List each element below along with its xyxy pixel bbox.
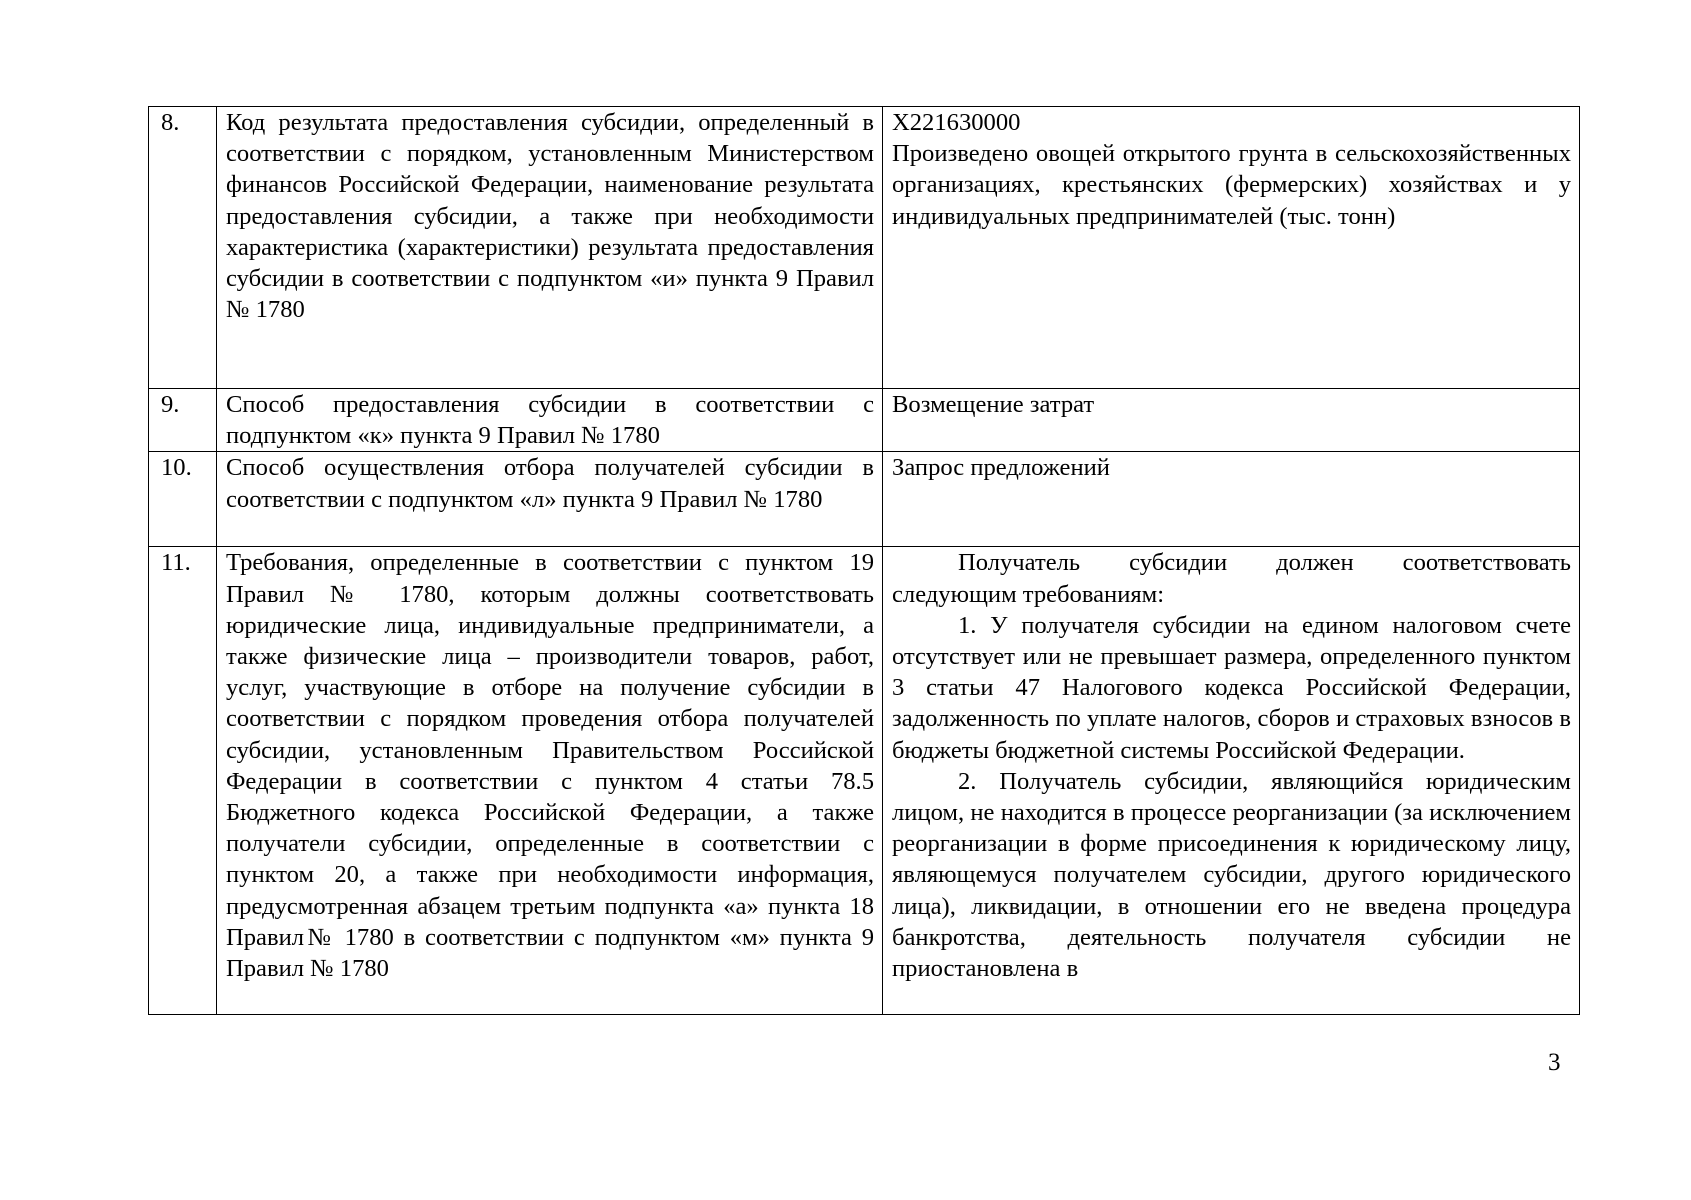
table-row	[149, 547, 1580, 1015]
row-number: 10.	[149, 452, 217, 547]
row-description: Способ осуществления отбора получателей субсидии в соответствии с подпунктом «л» пункта 9 Правил № 1780	[217, 452, 883, 547]
row-value	[883, 547, 1580, 1015]
row-description: Код результата предоставления субсидии, определенный в соответствии с порядком, установленным Министерством финансов Российской Федерации, наименование результата предоставления субсидии, а также при необходимости характеристика (характеристики) результата предоставления субсидии в соответствии с подпунктом «и» пункта 9 Правил № 1780	[217, 107, 883, 389]
row-value	[883, 107, 1580, 389]
table-row	[149, 389, 1580, 452]
row-number: 11.	[149, 547, 217, 1015]
row-value: Запрос предложений	[883, 452, 1580, 547]
row-description: Способ предоставления субсидии в соответствии с подпунктом «к» пункта 9 Правил № 1780	[217, 389, 883, 452]
table-row	[149, 107, 1580, 389]
table-row	[149, 452, 1580, 547]
row-number: 9.	[149, 389, 217, 452]
row-description: Требования, определенные в соответствии с пунктом 19 Правил № 1780, которым должны соответствовать юридические лица, индивидуальные предприниматели, а также физические лица – производители товаров, работ, услуг, участвующие в отборе на получение субсидии в соответствии с порядком проведения отбора получателей субсидии, установленным Правительством Российской Федерации в соответствии с пунктом 4 статьи 78.5 Бюджетного кодекса Российской Федерации, а также получатели субсидии, определенные в соответствии с пунктом 20, а также при необходимости информация, предусмотренная абзацем третьим подпункта «а» пункта 18 Правил№ 1780 в соответствии с подпунктом «м» пункта 9 Правил № 1780	[217, 547, 883, 1015]
requirements-intro: Получатель субсидии должен соответствовать следующим требованиям:	[892, 549, 1571, 608]
requirement-item: 2. Получатель субсидии, являющийся юридическим лицом, не находится в процессе реорганизации (за исключением реорганизации в форме присоединения к юридическому лицу, являющемуся получателем субсидии, другого юридического лица), ликвидации, в отношении его не введена процедура банкротства, деятельность получателя субсидии не приостановлена в	[892, 767, 1571, 983]
result-name: Произведено овощей открытого грунта в сельскохозяйственных организациях, крестьянских (фермерских) хозяйствах и у индивидуальных предпринимателей (тыс. тонн)	[892, 140, 1571, 230]
row-number: 8.	[149, 107, 217, 389]
row-value: Возмещение затрат	[883, 389, 1580, 452]
result-code: X221630000	[892, 109, 1021, 136]
page-number: 3	[1548, 1049, 1561, 1076]
subsidy-parameters-table	[148, 106, 1580, 1015]
requirement-item: 1. У получателя субсидии на едином налоговом счете отсутствует или не превышает размера, определенного пунктом 3 статьи 47 Налогового кодекса Российской Федерации, задолженность по уплате налогов, сборов и страховых взносов в бюджеты бюджетной системы Российской Федерации.	[892, 611, 1571, 764]
